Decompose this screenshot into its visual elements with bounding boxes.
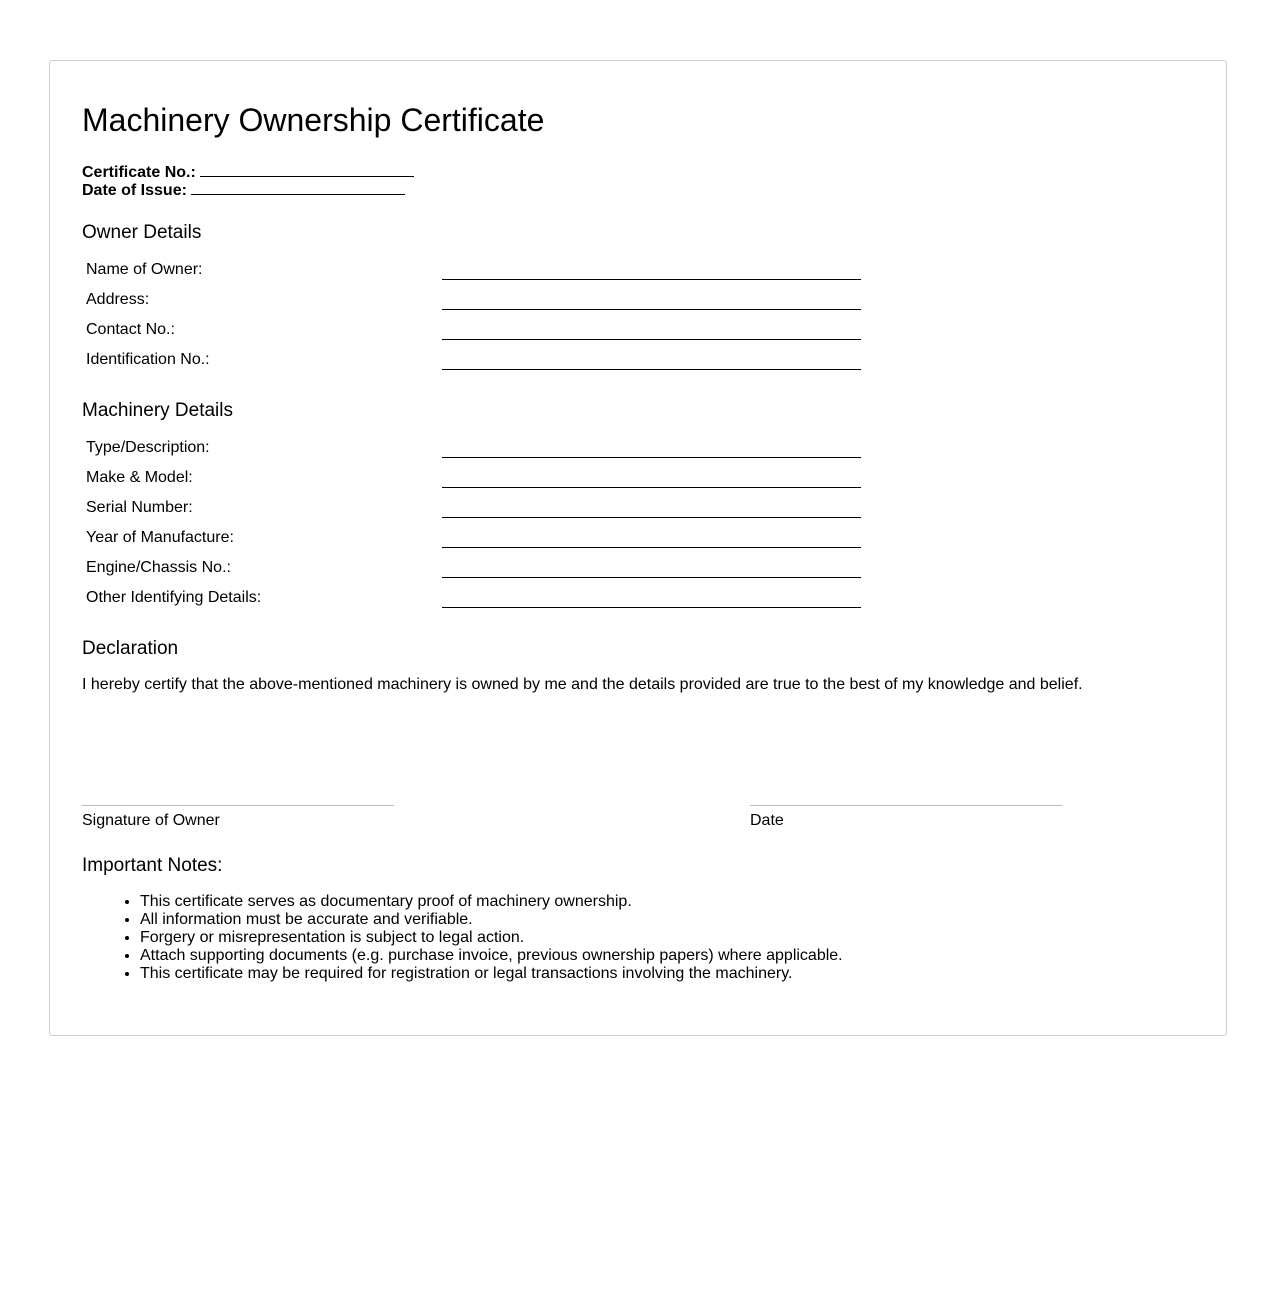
field-label: Other Identifying Details: bbox=[86, 589, 262, 606]
field-row-year-of-manufacture bbox=[86, 528, 862, 550]
page-title: Machinery Ownership Certificate bbox=[82, 102, 545, 138]
date-of-issue-blank[interactable] bbox=[191, 180, 405, 195]
date-signature-line[interactable] bbox=[750, 805, 1062, 806]
list-item: • All information must be accurate and verifiable. bbox=[140, 911, 843, 929]
field-label: Contact No.: bbox=[86, 321, 175, 338]
field-row-other-identifying-details bbox=[86, 588, 862, 610]
declaration-heading: Declaration bbox=[82, 638, 179, 659]
field-label: Serial Number: bbox=[86, 499, 193, 516]
date-of-issue-label: Date of Issue: bbox=[82, 182, 187, 199]
important-notes-heading: Important Notes: bbox=[82, 855, 223, 876]
date-signature-label: Date bbox=[750, 812, 784, 829]
list-item: • This certificate serves as documentary proof of machinery ownership. bbox=[140, 893, 843, 911]
certificate-no-label: Certificate No.: bbox=[82, 164, 196, 181]
owner-signature-label: Signature of Owner bbox=[82, 812, 220, 829]
address-line[interactable] bbox=[442, 309, 861, 310]
field-row-type-description bbox=[86, 438, 862, 460]
field-label: Engine/Chassis No.: bbox=[86, 559, 231, 576]
field-row-make-model bbox=[86, 468, 862, 490]
list-item: • This certificate may be required for registration or legal transactions involving the machinery. bbox=[140, 965, 843, 983]
field-label: Year of Manufacture: bbox=[86, 529, 234, 546]
field-label: Identification No.: bbox=[86, 351, 210, 368]
owner-signature-line[interactable] bbox=[82, 805, 394, 806]
type-description-line[interactable] bbox=[442, 457, 861, 458]
certificate-sheet bbox=[49, 60, 1227, 1036]
other-identifying-details-line[interactable] bbox=[442, 607, 861, 608]
identification-no-line[interactable] bbox=[442, 369, 861, 370]
field-row-serial-number bbox=[86, 498, 862, 520]
certificate-no-row bbox=[82, 162, 414, 182]
name-of-owner-line[interactable] bbox=[442, 279, 861, 280]
declaration-text: I hereby certify that the above-mentioned machinery is owned by me and the details provided are true to the best of my knowledge and belief. bbox=[82, 676, 1083, 693]
machinery-details-heading: Machinery Details bbox=[82, 400, 233, 421]
date-of-issue-row bbox=[82, 180, 405, 200]
field-row-identification-no bbox=[86, 350, 862, 372]
field-label: Type/Description: bbox=[86, 439, 210, 456]
owner-details-heading: Owner Details bbox=[82, 222, 202, 243]
field-row-name-of-owner bbox=[86, 260, 862, 282]
field-row-address bbox=[86, 290, 862, 312]
owner-signature-block bbox=[82, 805, 394, 830]
make-model-line[interactable] bbox=[442, 487, 861, 488]
list-item: • Attach supporting documents (e.g. purchase invoice, previous ownership papers) where applicable. bbox=[140, 947, 843, 965]
list-item: • Forgery or misrepresentation is subject to legal action. bbox=[140, 929, 843, 947]
engine-chassis-no-line[interactable] bbox=[442, 577, 861, 578]
serial-number-line[interactable] bbox=[442, 517, 861, 518]
certificate-no-blank[interactable] bbox=[200, 162, 414, 177]
contact-no-line[interactable] bbox=[442, 339, 861, 340]
year-of-manufacture-line[interactable] bbox=[442, 547, 861, 548]
field-label: Make & Model: bbox=[86, 469, 193, 486]
field-label: Address: bbox=[86, 291, 150, 308]
important-notes-list bbox=[82, 893, 843, 983]
date-signature-block bbox=[750, 805, 1062, 830]
field-row-engine-chassis-no bbox=[86, 558, 862, 580]
field-row-contact-no bbox=[86, 320, 862, 342]
field-label: Name of Owner: bbox=[86, 261, 203, 278]
